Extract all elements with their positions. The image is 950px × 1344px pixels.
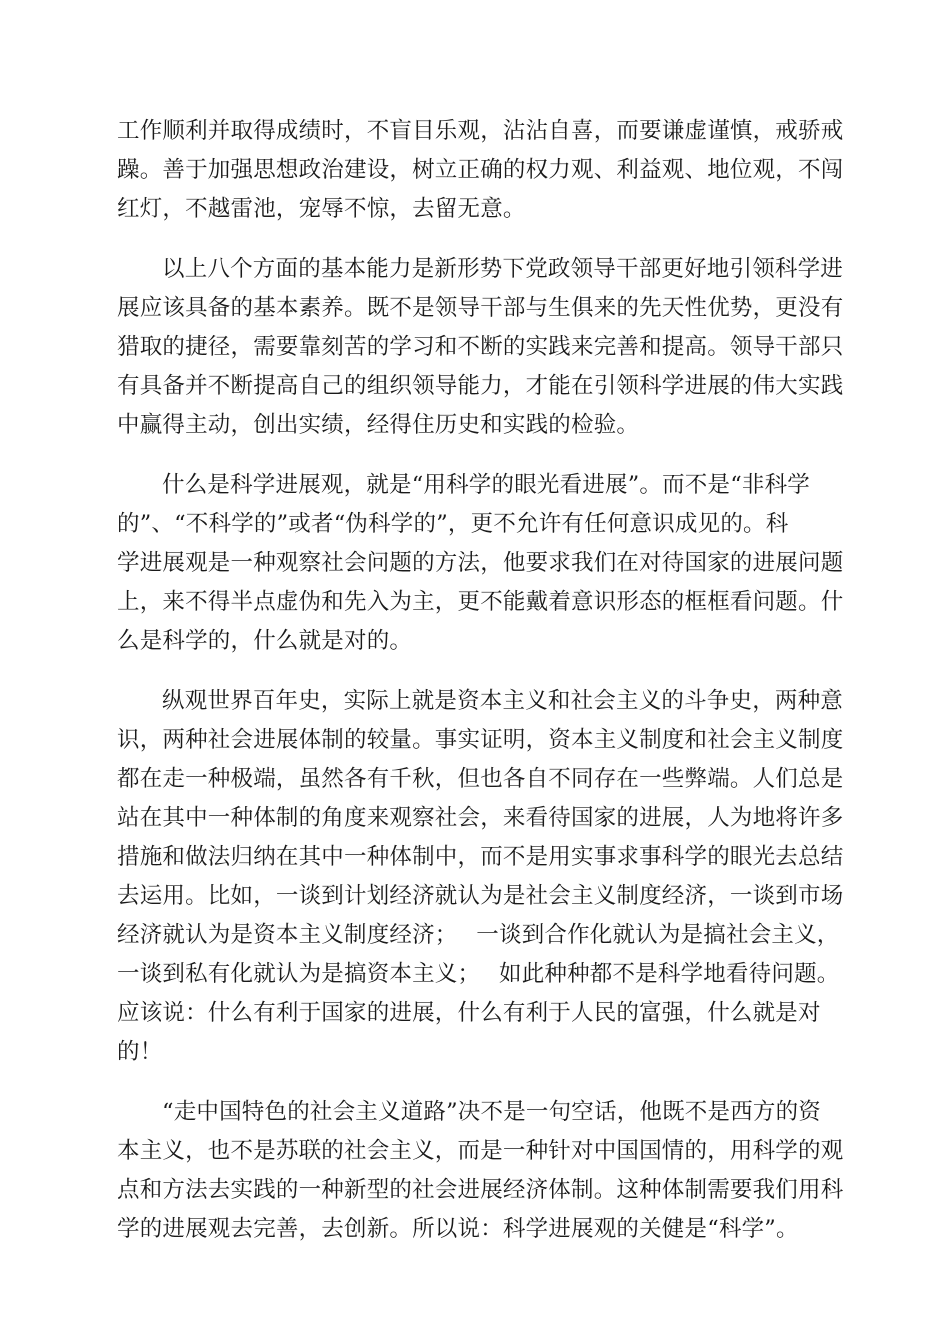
paragraph-line: 去运用。比如，一谈到计划经济就认为是社会主义制度经济，一谈到市场 <box>117 883 844 909</box>
paragraph-line: 么是科学的，什么就是对的。 <box>117 628 413 654</box>
paragraph-line: 应该说：什么有利于国家的进展，什么有利于人民的富强，什么就是对 <box>117 1000 821 1026</box>
paragraph-line: 一谈到私有化就认为是搞资本主义； 如此种种都不是科学地看待问题。 <box>117 961 840 987</box>
paragraph-2 <box>117 250 844 445</box>
paragraph-5 <box>117 1093 844 1249</box>
paragraph-line: 工作顺利并取得成绩时，不盲目乐观，沾沾自喜，而要谦虚谨慎，戒骄戒 <box>117 118 844 144</box>
paragraph-line: 红灯，不越雷池，宠辱不惊，去留无意。 <box>117 196 526 222</box>
paragraph-line: 上，来不得半点虚伪和先入为主，更不能戴着意识形态的框框看问题。什 <box>117 589 844 615</box>
paragraph-4 <box>117 682 844 1072</box>
paragraph-line: 的！ <box>117 1039 163 1065</box>
paragraph-line: 以上八个方面的基本能力是新形势下党政领导干部更好地引领科学进 <box>162 256 844 282</box>
paragraph-line: 躁。善于加强思想政治建设，树立正确的权力观、利益观、地位观，不闯 <box>117 157 844 183</box>
paragraph-line: 本主义，也不是苏联的社会主义，而是一种针对中国国情的，用科学的观 <box>117 1138 844 1164</box>
paragraph-line: 措施和做法归纳在其中一种体制中，而不是用实事求事科学的眼光去总结 <box>117 844 844 870</box>
paragraph-line: 经济就认为是资本主义制度经济； 一谈到合作化就认为是搞社会主义， <box>117 922 840 948</box>
paragraph-1 <box>117 112 844 229</box>
paragraph-line: 学的进展观去完善，去创新。所以说：科学进展观的关健是“科学”。 <box>117 1216 799 1242</box>
paragraph-line: 都在走一种极端，虽然各有千秋，但也各自不同存在一些弊端。人们总是 <box>117 766 844 792</box>
paragraph-3 <box>117 466 844 661</box>
paragraph-line: 猎取的捷径，需要靠刻苦的学习和不断的实践来完善和提高。领导干部只 <box>117 334 844 360</box>
paragraph-line: 展应该具备的基本素养。既不是领导干部与生俱来的先天性优势，更没有 <box>117 295 844 321</box>
paragraph-line: 的”、“不科学的”或者“伪科学的”，更不允许有任何意识成见的。科 <box>117 511 789 537</box>
document-body <box>117 112 844 1270</box>
paragraph-line: 纵观世界百年史，实际上就是资本主义和社会主义的斗争史，两种意 <box>162 688 844 714</box>
paragraph-line: “走中国特色的社会主义道路”决不是一句空话，他既不是西方的资 <box>162 1099 822 1125</box>
paragraph-line: 识，两种社会进展体制的较量。事实证明，资本主义制度和社会主义制度 <box>117 727 844 753</box>
paragraph-line: 什么是科学进展观，就是“用科学的眼光看进展”。而不是“非科学 <box>162 472 811 498</box>
paragraph-line: 站在其中一种体制的角度来观察社会，来看待国家的进展，人为地将许多 <box>117 805 844 831</box>
paragraph-line: 有具备并不断提高自己的组织领导能力，才能在引领科学进展的伟大实践 <box>117 373 844 399</box>
paragraph-line: 中赢得主动，创出实绩，经得住历史和实践的检验。 <box>117 412 640 438</box>
paragraph-line: 学进展观是一种观察社会问题的方法，他要求我们在对待国家的进展问题 <box>117 550 844 576</box>
paragraph-line: 点和方法去实践的一种新型的社会进展经济体制。这种体制需要我们用科 <box>117 1177 844 1203</box>
